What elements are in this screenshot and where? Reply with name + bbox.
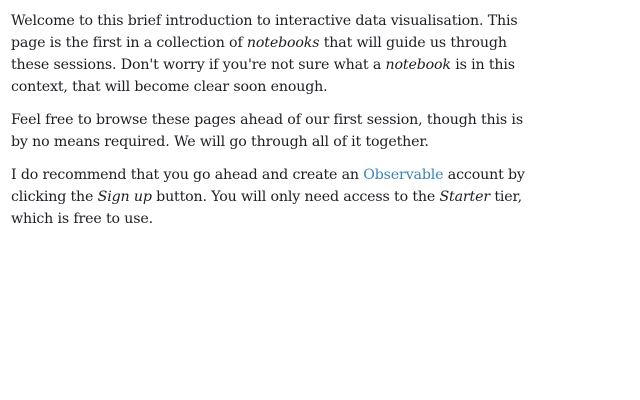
notebook-emphasis: notebook	[385, 57, 451, 73]
notebooks-emphasis: notebooks	[246, 35, 320, 51]
recommend-text-2: account by clicking the	[11, 167, 525, 205]
intro-paragraph	[11, 10, 531, 98]
intro-text-3: is in this context, that will become clear soon enough.	[11, 57, 515, 95]
intro-text-1: Welcome to this brief introduction to interactive data visualisation. This page is the first in a collection of	[11, 13, 518, 51]
recommend-text-4: tier, which is free to use.	[11, 189, 522, 227]
recommend-text-1: I do recommend that you go ahead and create an	[11, 167, 364, 183]
recommend-text-3: button. You will only need access to the	[151, 189, 440, 205]
starter-emphasis: Starter	[439, 189, 490, 205]
intro-text-2: that will guide us through these sessions. Don't worry if you're not sure what a	[11, 35, 507, 73]
notebook-content	[11, 10, 531, 241]
recommend-paragraph	[11, 164, 531, 230]
browse-text: Feel free to browse these pages ahead of our first session, though this is by no means required. We will go through all of it together.	[11, 112, 523, 150]
browse-paragraph	[11, 109, 531, 153]
sign-up-emphasis: Sign up	[97, 189, 152, 205]
observable-link[interactable]: Observable	[363, 167, 444, 183]
